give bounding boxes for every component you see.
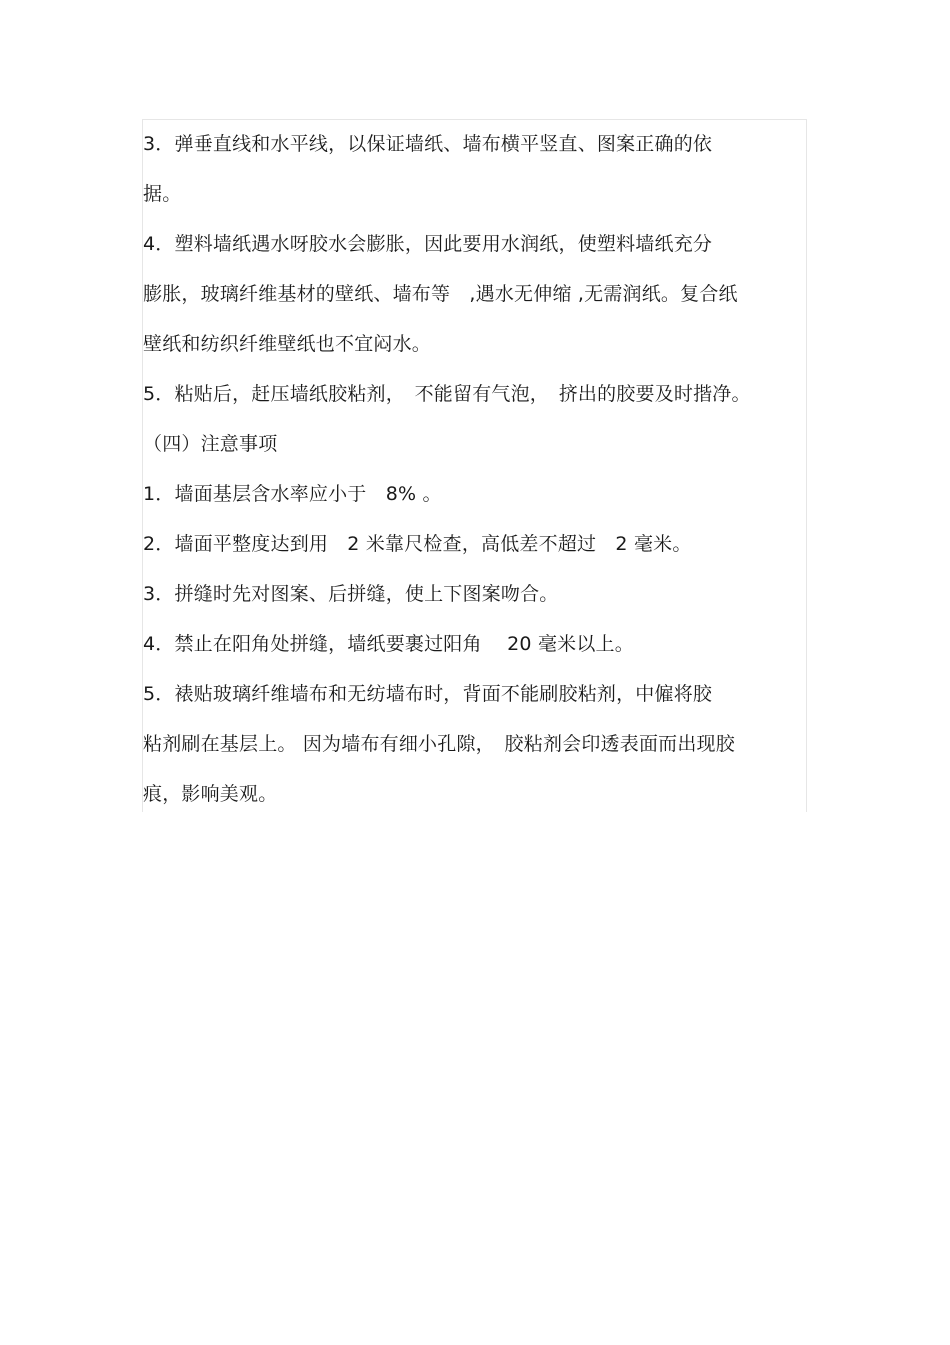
document-body (143, 119, 803, 819)
text-line-13: 粘剂刷在基层上。 因为墙布有细小孔隙， 胶粘剂会印透表面而出现胶 (143, 733, 735, 755)
text-line-14: 痕，影响美观。 (143, 783, 278, 805)
text-line-12: 5．裱贴玻璃纤维墙布和无纺墙布时，背面不能刷胶粘剂，中僱将胶 (143, 683, 713, 705)
text-line-1: 3．弹垂直线和水平线，以保证墙纸、墙布横平竖直、图案正确的依 (143, 133, 713, 155)
text-line-3: 4．塑料墙纸遇水呀胶水会膨胀，因此要用水润纸，使塑料墙纸充分 (143, 233, 713, 255)
text-line-5: 壁纸和纺织纤维壁纸也不宜闷水。 (143, 333, 432, 355)
text-line-6: 5．粘贴后，赶压墙纸胶粘剂， 不能留有气泡， 挤出的胶要及时揩净。 (143, 383, 751, 405)
text-line-11: 4．禁止在阳角处拼缝，墙纸要裹过阳角 20 毫米以上。 (143, 633, 634, 655)
text-line-9: 2．墙面平整度达到用 2 米靠尺检查，高低差不超过 2 毫米。 (143, 533, 692, 555)
text-line-4: 膨胀，玻璃纤维基材的壁纸、墙布等 ,遇水无伸缩 ,无需润纸。复合纸 (143, 283, 738, 305)
text-line-2: 据。 (143, 183, 182, 205)
text-line-10: 3．拼缝时先对图案、后拼缝，使上下图案吻合。 (143, 583, 559, 605)
section-heading: （四）注意事项 (143, 433, 278, 455)
text-line-8: 1．墙面基层含水率应小于 8% 。 (143, 483, 442, 505)
